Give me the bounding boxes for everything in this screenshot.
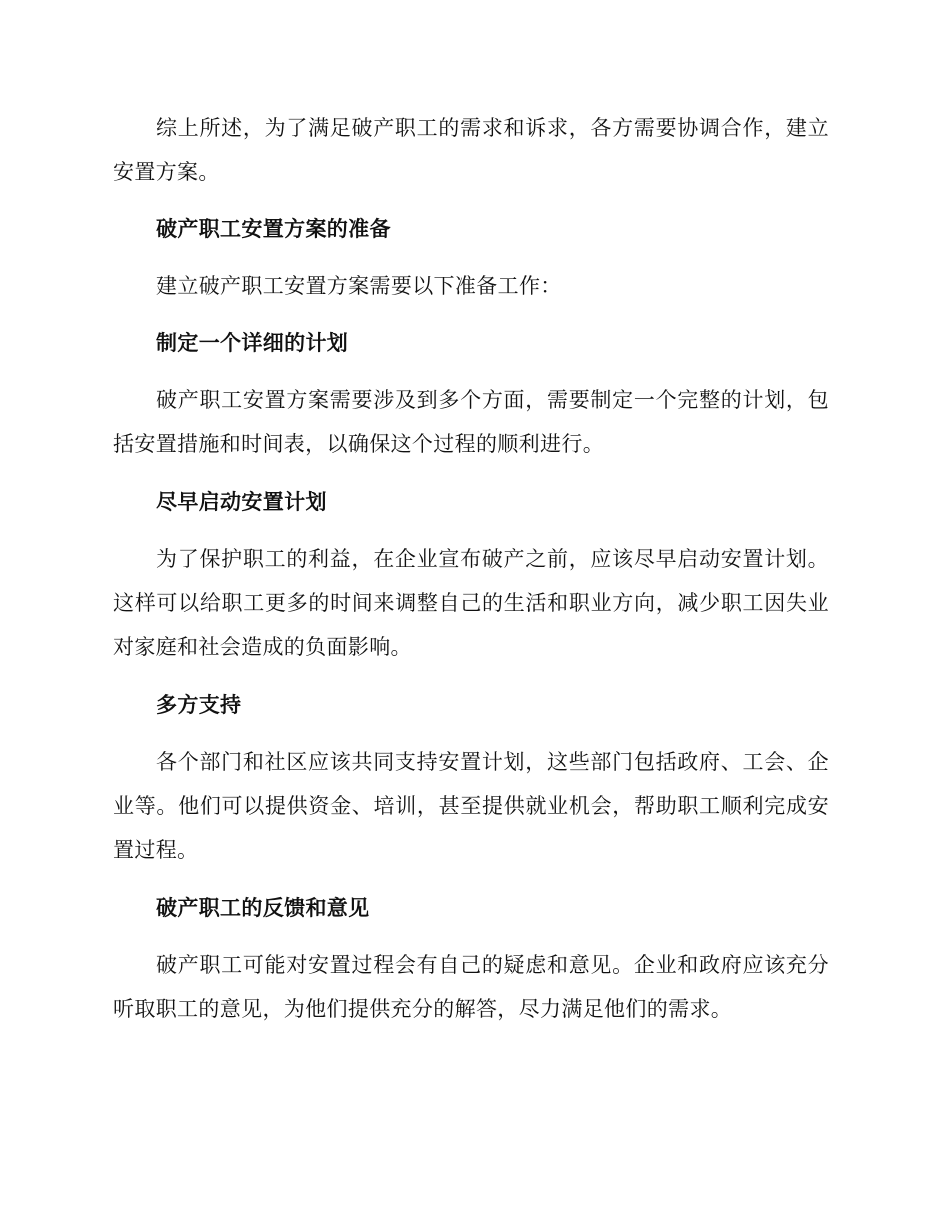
heading-detailed-plan: 制定一个详细的计划	[156, 331, 349, 355]
document-body	[113, 106, 829, 1031]
paragraph-summary: 综上所述，为了满足破产职工的需求和诉求，各方需要协调合作，建立安置方案。	[113, 116, 829, 184]
heading-early-start: 尽早启动安置计划	[156, 490, 327, 514]
paragraph-multi-support: 各个部门和社区应该共同支持安置计划，这些部门包括政府、工会、企业等。他们可以提供资金、培训，甚至提供就业机会，帮助职工顺利完成安置过程。	[113, 750, 829, 862]
heading-preparation: 破产职工安置方案的准备	[156, 217, 391, 241]
paragraph-feedback: 破产职工可能对安置过程会有自己的疑虑和意见。企业和政府应该充分听取职工的意见，为他们提供充分的解答，尽力满足他们的需求。	[113, 953, 829, 1021]
paragraph-early-start: 为了保护职工的利益，在企业宣布破产之前，应该尽早启动安置计划。这样可以给职工更多的时间来调整自己的生活和职业方向，减少职工因失业对家庭和社会造成的负面影响。	[113, 547, 829, 659]
paragraph-detailed-plan: 破产职工安置方案需要涉及到多个方面，需要制定一个完整的计划，包括安置措施和时间表，以确保这个过程的顺利进行。	[113, 388, 829, 456]
paragraph-preparation-intro: 建立破产职工安置方案需要以下准备工作：	[156, 274, 562, 298]
heading-multi-support: 多方支持	[156, 693, 242, 717]
heading-feedback: 破产职工的反馈和意见	[156, 896, 370, 920]
